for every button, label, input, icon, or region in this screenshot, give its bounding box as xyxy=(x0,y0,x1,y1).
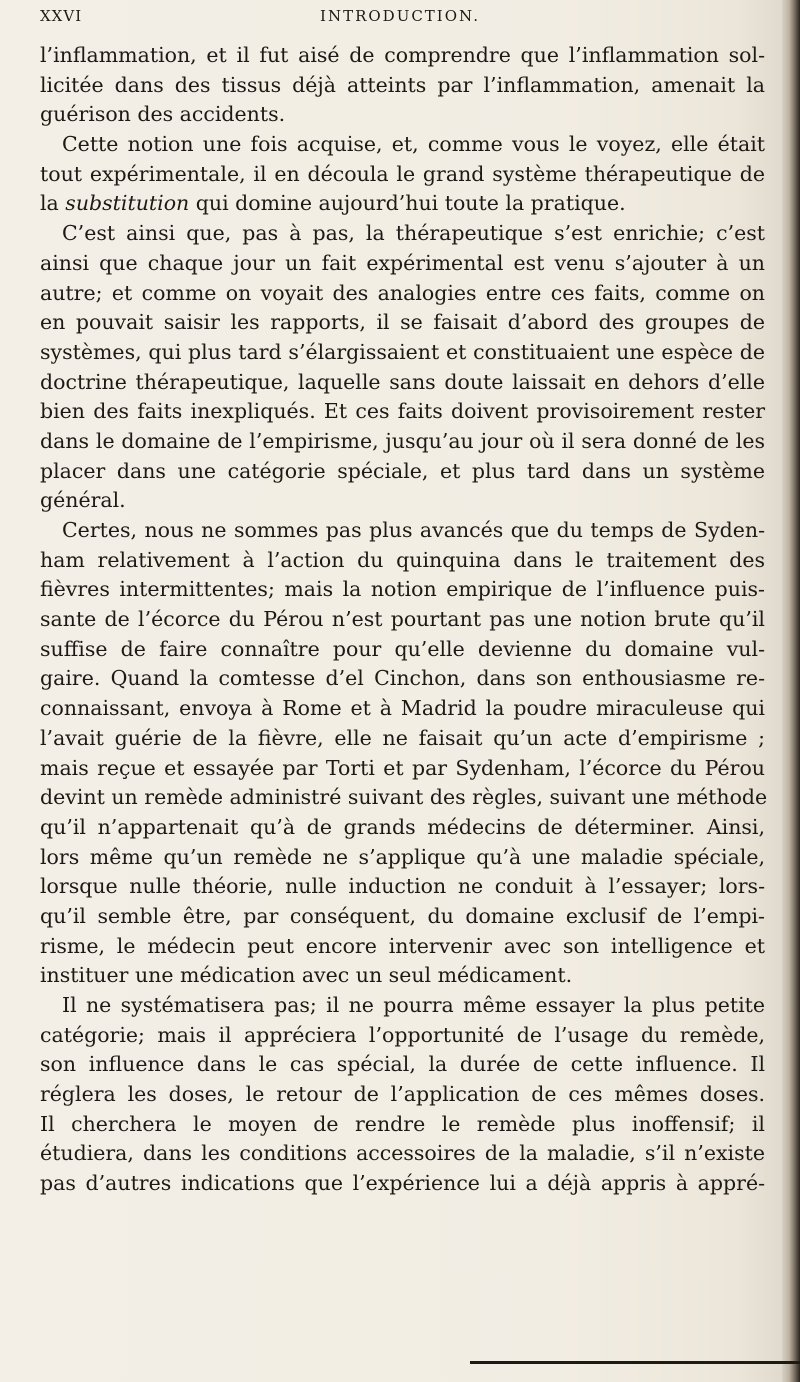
text-line: ainsi que chaque jour un fait expérimental est venu s’ajouter à un xyxy=(40,250,765,275)
text-line: systèmes, qui plus tard s’élargissaient et constituaient une espèce de xyxy=(40,339,765,364)
text-line: bien des faits inexpliqués. Et ces faits doivent provisoirement rester xyxy=(40,399,765,424)
text-line: Il ne systématisera pas; il ne pourra même essayer la plus petite xyxy=(62,993,765,1017)
text-line: guérison des accidents. xyxy=(40,102,286,127)
text-line: étudiera, dans les conditions accessoires de la maladie, s’il n’existe xyxy=(40,1141,765,1166)
text-line: général. xyxy=(40,488,126,513)
text-line: gaire. Quand la comtesse d’el Cinchon, dans son enthousiasme re- xyxy=(40,666,765,691)
body-text xyxy=(40,41,768,1199)
text-line: Certes, nous ne sommes pas plus avancés que du temps de Syden- xyxy=(62,518,765,542)
text-line: l’avait guérie de la fièvre, elle ne faisait qu’un acte d’empirisme ; xyxy=(40,725,765,750)
text-line: doctrine thérapeutique, laquelle sans doute laissait en dehors d’elle xyxy=(40,369,765,394)
text-line: Il cherchera le moyen de rendre le remède plus inoffensif; il xyxy=(40,1111,765,1136)
text-line: autre; et comme on voyait des analogies entre ces faits, comme on xyxy=(40,280,765,305)
text-line: réglera les doses, le retour de l’application de ces mêmes doses. xyxy=(40,1082,765,1107)
page-header xyxy=(0,4,800,34)
text-line: placer dans une catégorie spéciale, et plus tard dans un système xyxy=(40,458,765,483)
text-line: ham relativement à l’action du quinquina dans le traitement des xyxy=(40,547,765,572)
text-line: qu’il n’appartenait qu’à de grands médecins de déterminer. Ainsi, xyxy=(40,814,765,839)
text-line: qu’il semble être, par conséquent, du domaine exclusif de l’empi- xyxy=(40,903,765,928)
text-line: C’est ainsi que, pas à pas, la thérapeutique s’est enrichie; c’est xyxy=(62,221,765,246)
italic-term: substitution xyxy=(65,191,190,216)
text-line: l’inflammation, et il fut aisé de comprendre que l’inflammation sol- xyxy=(40,43,765,67)
text-line: mais reçue et essayée par Torti et par Sydenham, l’écorce du Pérou xyxy=(40,755,765,780)
text-line: lors même qu’un remède ne s’applique qu’à une maladie spéciale, xyxy=(40,844,765,869)
text-segment: la xyxy=(40,191,66,216)
text-line: licitée dans des tissus déjà atteints par l’inflammation, amenait la xyxy=(40,72,765,97)
text-line xyxy=(40,189,765,219)
text-segment: qui domine aujourd’hui toute la pratique. xyxy=(189,191,626,216)
page-edge-shadow xyxy=(782,0,800,1382)
text-line: connaissant, envoya à Rome et à Madrid la poudre miraculeuse qui xyxy=(40,696,765,721)
text-line: instituer une médication avec un seul médicament. xyxy=(40,963,573,988)
text-line: sante de l’écorce du Pérou n’est pourtant pas une notion brute qu’il xyxy=(40,607,765,632)
bottom-rule xyxy=(470,1361,800,1364)
text-line: pas d’autres indications que l’expérience lui a déjà appris à appré- xyxy=(40,1171,765,1196)
text-line: catégorie; mais il appréciera l’opportunité de l’usage du remède, xyxy=(40,1022,765,1047)
text-line: risme, le médecin peut encore intervenir avec son intelligence et xyxy=(40,933,765,958)
text-line: fièvres intermittentes; mais la notion empirique de l’influence puis- xyxy=(40,577,765,602)
text-line: Cette notion une fois acquise, et, comme vous le voyez, elle était xyxy=(62,132,765,157)
text-line: lorsque nulle théorie, nulle induction ne conduit à l’essayer; lors- xyxy=(40,874,765,899)
text-line: son influence dans le cas spécial, la durée de cette influence. Il xyxy=(40,1052,765,1077)
text-line: en pouvait saisir les rapports, il se faisait d’abord des groupes de xyxy=(40,310,765,335)
text-line: dans le domaine de l’empirisme, jusqu’au jour où il sera donné de les xyxy=(40,428,765,453)
running-head: INTRODUCTION. xyxy=(320,7,480,25)
page-number: XXVI xyxy=(40,7,83,25)
text-line: tout expérimentale, il en découla le grand système thérapeutique de xyxy=(40,161,765,186)
text-line: suffise de faire connaître pour qu’elle devienne du domaine vul- xyxy=(40,636,765,661)
text-line: devint un remède administré suivant des règles, suivant une méthode xyxy=(40,785,768,810)
